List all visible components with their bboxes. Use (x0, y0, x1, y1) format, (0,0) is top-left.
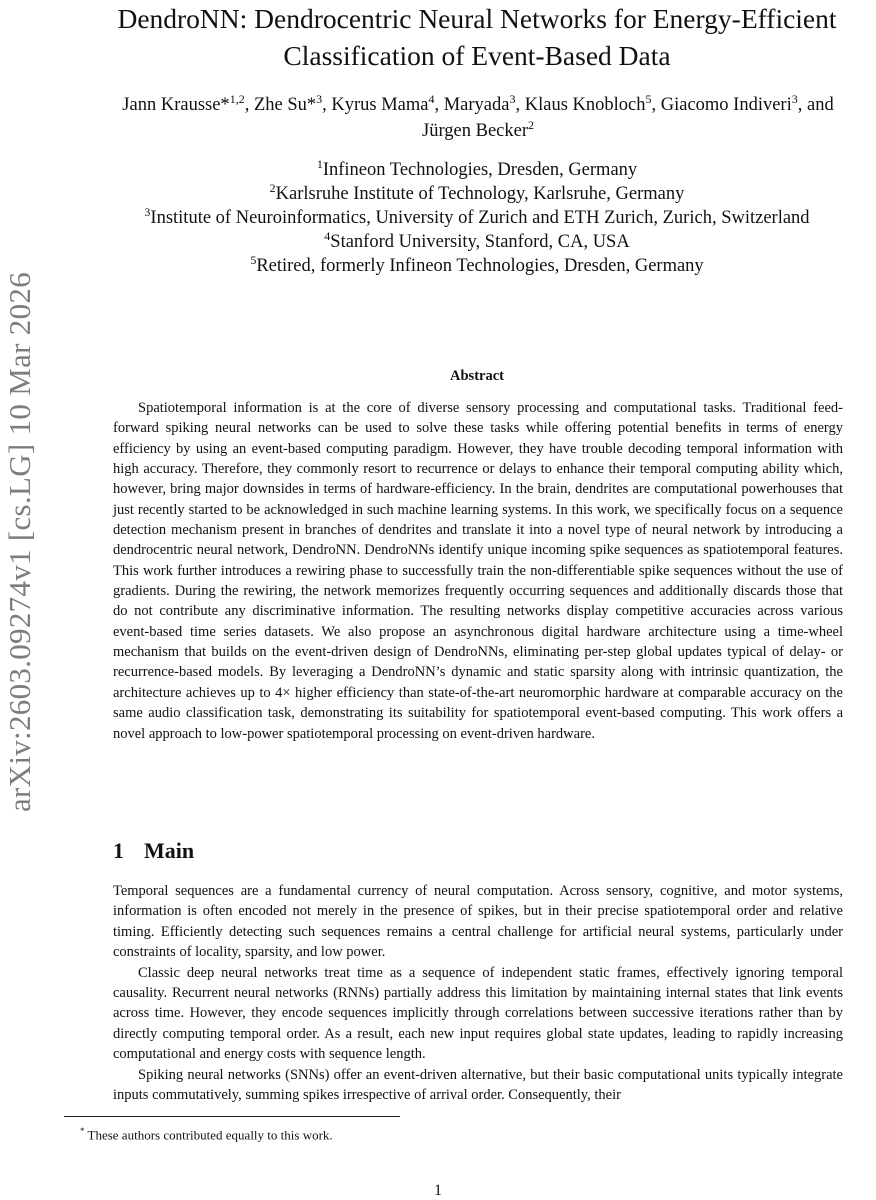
author: Maryada$^3$, (443, 91, 525, 115)
affiliation: $^4$Stanford University, Stanford, CA, USA (324, 228, 630, 252)
section-heading (113, 838, 194, 864)
page-number: 1 (434, 1182, 442, 1199)
author: Klaus Knobloch$^5$, (524, 91, 661, 115)
main-text (113, 881, 843, 1105)
section-number: 1 (113, 838, 124, 863)
author: Jürgen Becker$^2$ (422, 117, 534, 141)
arxiv-identifier: arXiv:2603.09274v1 [cs.LG] 10 Mar 2026 (2, 271, 38, 813)
author: Zhe Su*$^3$, (253, 91, 332, 115)
title-line-2: Classification of Event-Based Data (283, 40, 671, 71)
author: Giacomo Indiveri$^3$, and (660, 91, 834, 115)
affiliation-list (60, 158, 876, 278)
author-list (70, 92, 876, 144)
abstract-heading: Abstract (450, 368, 504, 384)
footnote-rule (64, 1116, 400, 1117)
footnote-marker: * (80, 1126, 85, 1136)
title-line-1: DendroNN: Dendrocentric Neural Networks for Energy-Efficient (117, 3, 837, 34)
affiliation: $^2$Karlsruhe Institute of Technology, Karlsruhe, Germany (269, 180, 685, 204)
paper-title (60, 0, 876, 74)
abstract-body: Spatiotemporal information is at the core of diverse sensory processing and computational tasks. Traditional feed-forward spiking neural networks can be used to solve these tasks while offering potential benefits in terms of energy efficiency by using an event-based computing paradigm. However, they have trouble decoding temporal information with high accuracy. Therefore, they commonly resort to recurrence or delays to enhance their temporal computing ability which, however, bring major downsides in terms of hardware-efficiency. In the brain, dendrites are computational powerhouses that just recently started to be acknowledged in such machine learning systems. In this work, we specifically focus on a sequence detection mechanism present in branches of dendrites and translate it into a novel type of neural network by introducing a dendrocentric neural network, DendroNN. DendroNNs identify unique incoming spike sequences as spatiotemporal features. This work further introduces a rewiring phase to successfully train the non-differentiable spike sequences without the use of gradients. During the rewiring, the network memorizes frequently occurring sequences and additionally discards those that do not contribute any discriminative information. The resulting networks display competitive accuracies across various event-based time series datasets. We also propose an asynchronous digital hardware architecture using a time-wheel mechanism that builds on the event-driven design of DendroNNs, eliminating per-step global updates typical of delay- or recurrence-based models. By leveraging a DendroNN’s dynamic and static sparsity along with intrinsic quantization, the architecture achieves up to 4× higher efficiency than state-of-the-art neuromorphic hardware at comparable accuracy on the same audio classification task, demonstrating its suitability for spatiotemporal event-based computing. This work offers a novel approach to low-power spatiotemporal processing on event-driven hardware. (113, 400, 843, 742)
author: Jann Krausse*$^{1,2}$, (122, 91, 254, 115)
affiliation: $^5$Retired, formerly Infineon Technologies, Dresden, Germany (250, 252, 704, 276)
section-title: Main (144, 838, 195, 863)
affiliation: $^3$Institute of Neuroinformatics, University of Zurich and ETH Zurich, Zurich, Switzerland (144, 204, 810, 228)
arxiv-stamp (0, 222, 40, 862)
paragraph: Temporal sequences are a fundamental currency of neural computation. Across sensory, cognitive, and motor systems, information is often encoded not merely in the presence of spikes, but in their precise spatiotemporal order and relative timing. Efficiently detecting such sequences remains a central challenge for artificial neural systems, particularly under constraints of locality, sparsity, and low power. (113, 883, 843, 961)
paragraph: Spiking neural networks (SNNs) offer an event-driven alternative, but their basic computational units typically integrate inputs commutatively, summing spikes irrespective of arrival order. Consequently, their (113, 1066, 843, 1104)
footnote (80, 1123, 333, 1143)
author: Kyrus Mama$^4$, (331, 91, 444, 115)
footnote-text: These authors contributed equally to this work. (87, 1127, 333, 1143)
affiliation: $^1$Infineon Technologies, Dresden, Germany (316, 156, 638, 180)
paragraph: Classic deep neural networks treat time as a sequence of independent static frames, effectively ignoring temporal causality. Recurrent neural networks (RNNs) partially address this limitation by maintaining internal states that link events across time. However, they encode sequences implicitly through correlations between successive iterations rather than by directly computing temporal order. As a result, each new input requires global state updates, leading to rapidly increasing computational and energy costs with sequence length. (113, 964, 843, 1063)
